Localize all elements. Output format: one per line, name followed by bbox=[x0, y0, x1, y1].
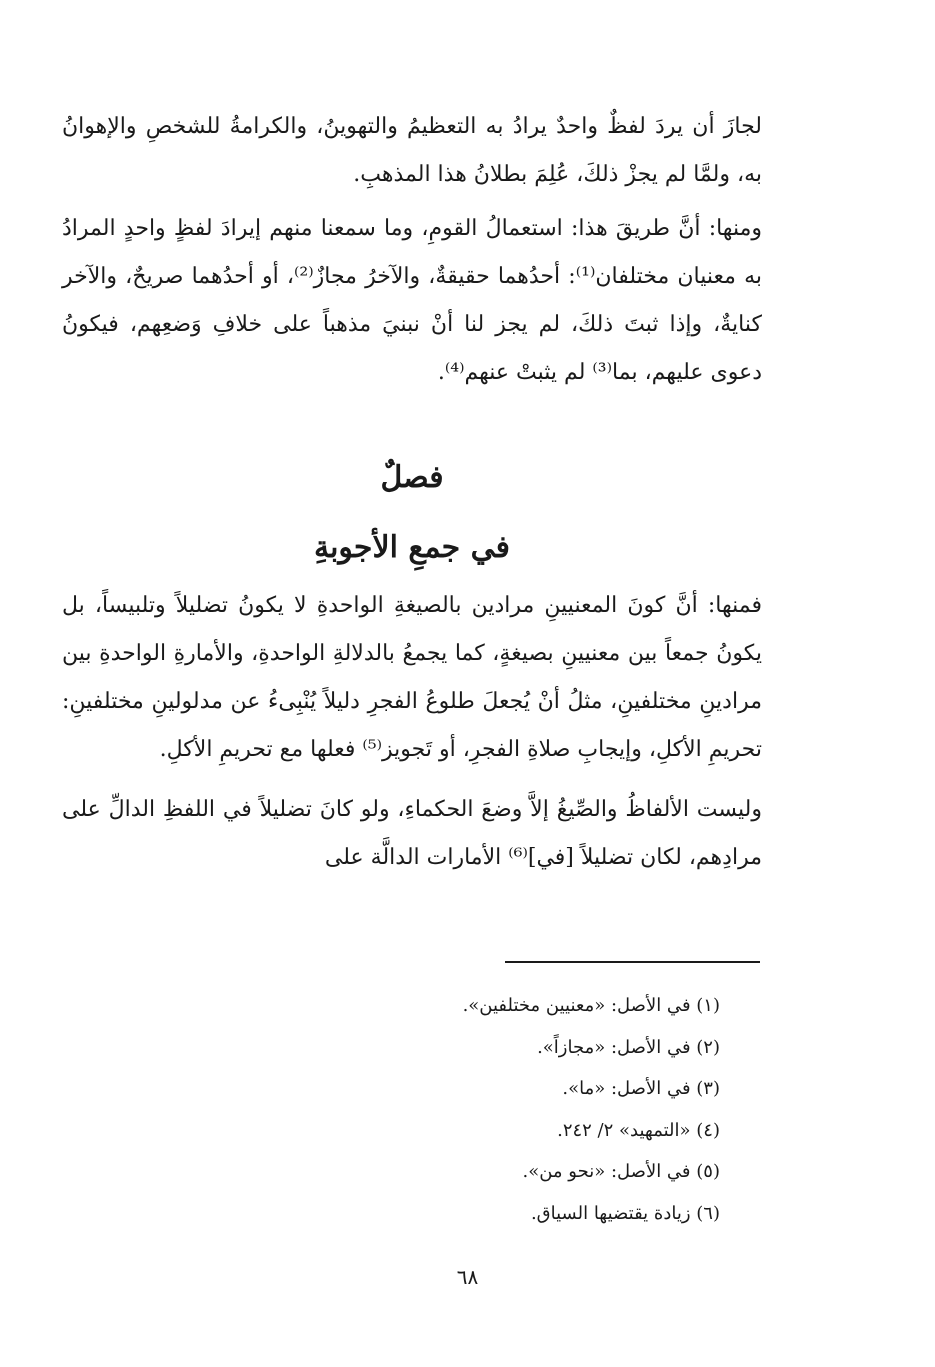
top-text-block bbox=[62, 103, 762, 397]
footnote-6: (٦) زيادة يقتضيها السياق. bbox=[530, 1202, 720, 1224]
footnote-divider bbox=[505, 961, 760, 963]
bottom-text-block bbox=[62, 582, 762, 882]
paragraph-2: ومنها: أنَّ طريقَ هذا: استعمالُ القومِ، وما سمعنا منهم إيرادَ لفظٍ واحدٍ المرادُ به معنيان مختلفان⁽¹⁾: أحدُهما حقيقةٌ، والآخرُ مجازٌ⁽²⁾، أو أحدُهما صريحٌ، والآخر كنايةٌ، وإذا ثبتَ ذلكَ، لم يجز لنا أنْ نبنيَ مذهباً على خلافِ وَضعِهم، فيكونُ دعوى عليهم، بما⁽³⁾ لم يثبتْ عنهم⁽⁴⁾. bbox=[62, 216, 762, 385]
footnote-5: (٥) في الأصل: «نحو من». bbox=[522, 1161, 720, 1183]
section-title: فصلٌ bbox=[380, 460, 444, 495]
page-number: ٦٨ bbox=[456, 1265, 479, 1289]
footnote-2: (٢) في الأصل: «مجازاً». bbox=[537, 1036, 720, 1058]
footnote-4: (٤) «التمهيد» ٢/ ٢٤٢. bbox=[557, 1119, 720, 1141]
paragraph-3: فمنها: أنَّ كونَ المعنيينِ مرادين بالصيغةِ الواحدةِ لا يكونُ تضليلاً وتلبيساً، بل يكونُ جمعاً بين معنيينِ بصيغةٍ، كما يجمعُ بالدلالةِ الواحدةِ، والأمارةِ الواحدةِ بين مرادينِ مختلفينِ، مثلُ أنْ يُجعلَ طلوعُ الفجرِ دليلاً يُنْبِىءُ عن مدلولينِ مختلفينِ: تحريمِ الأكلِ، وإيجابِ صلاةِ الفجرِ، أو تَجويز⁽⁵⁾ فعلها مع تحريمِ الأكلِ. bbox=[62, 593, 762, 762]
footnote-1: (١) في الأصل: «معنيين مختلفين». bbox=[462, 995, 720, 1016]
paragraph-4: وليست الألفاظُ والصِّيغُ إلاَّ وضعَ الحكماءِ، ولو كانَ تضليلاً في اللفظِ الدالِّ على مرادِهم، لكان تضليلاً [في]⁽⁶⁾ الأمارات الدالَّة على bbox=[62, 797, 762, 870]
footnotes-list bbox=[300, 985, 720, 1235]
paragraph-1: لجازَ أن يردَ لفظٌ واحدٌ يرادُ به التعظيمُ والتهوينُ، والكرامةُ للشخصِ والإهوانُ به، ولمَّا لم يجزْ ذلكَ، عُلِمَ بطلانُ هذا المذهبِ. bbox=[62, 114, 762, 187]
section-subtitle: في جمعِ الأجوبةِ bbox=[313, 530, 510, 565]
footnote-3: (٣) في الأصل: «ما». bbox=[562, 1078, 720, 1100]
